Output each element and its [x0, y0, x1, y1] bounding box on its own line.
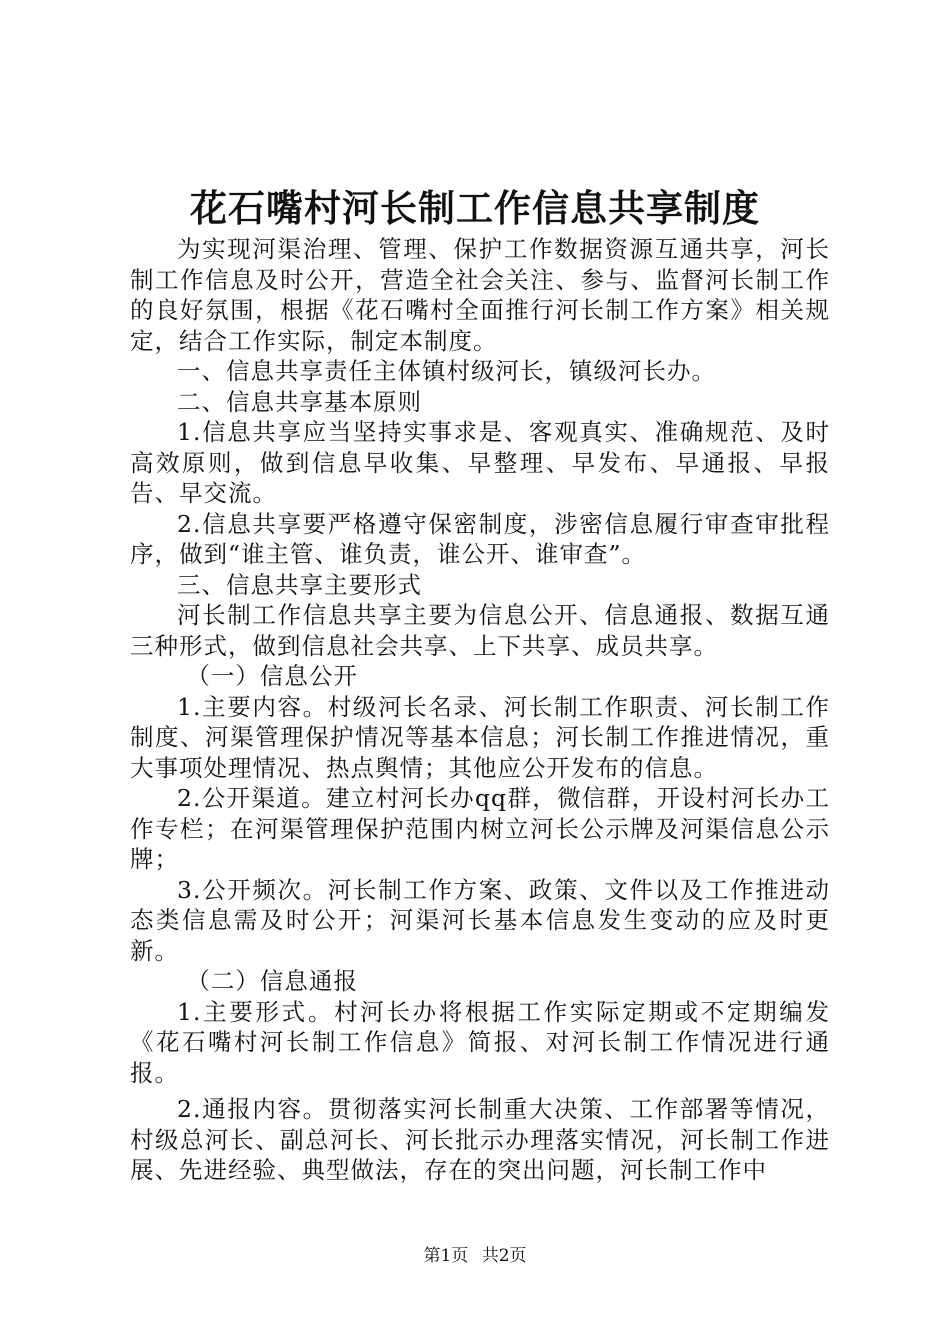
paragraph-intro: 为实现河渠治理、管理、保护工作数据资源互通共享，河长制工作信息及时公开，营造全社会关注、参与、监督河长制工作的良好氛围，根据《花石嘴村全面推行河长制工作方案》相关规定，结合工作实际，制定本制度。: [130, 235, 830, 355]
paragraph-disclosure-frequency: 3.公开频次。河长制工作方案、政策、文件以及工作推进动态类信息需及时公开；河渠河长基本信息发生变动的应及时更新。: [130, 875, 830, 965]
section-heading-3: 三、信息共享主要形式: [177, 570, 422, 599]
paragraph-disclosure-channel: 2.公开渠道。建立村河长办qq群，微信群，开设村河长办工作专栏；在河渠管理保护范围内树立河长公示牌及河渠信息公示牌；: [130, 784, 830, 873]
paragraph-report-form: 1.主要形式。村河长办将根据工作实际定期或不定期编发《花石嘴村河长制工作信息》简报、对河长制工作情况进行通报。: [130, 997, 830, 1087]
page-number: 第1页: [423, 1246, 469, 1266]
subsection-heading-1: （一）信息公开: [186, 662, 358, 690]
paragraph-disclosure-content: 1.主要内容。村级河长名录、河长制工作职责、河长制工作制度、河渠管理保护情况等基本信息；河长制工作推进情况，重大事项处理情况、热点舆情；其他应公开发布的信息。: [130, 692, 830, 782]
document-body: [130, 234, 830, 1186]
paragraph-principle-2: 2.信息共享要严格遵守保密制度，涉密信息履行审查审批程序，做到“谁主管、谁负责，谁公开、谁审查”。: [130, 509, 830, 568]
subsection-heading-2: （二）信息通报: [186, 967, 358, 995]
section-heading-2: 二、信息共享基本原则: [177, 387, 422, 416]
paragraph-forms: 河长制工作信息共享主要为信息公开、信息通报、数据互通三种形式，做到信息社会共享、上下共享、成员共享。: [130, 601, 830, 660]
paragraph-report-content: 2.通报内容。贯彻落实河长制重大决策、工作部署等情况，村级总河长、副总河长、河长批示办理落实情况，河长制工作进展、先进经验、典型做法，存在的突出问题，河长制工作中: [130, 1095, 830, 1184]
page-total: 共2页: [481, 1246, 527, 1266]
section-heading-1: 一、信息共享责任主体镇村级河长，镇级河长办。: [177, 357, 716, 385]
paragraph-principle-1: 1.信息共享应当坚持实事求是、客观真实、准确规范、及时高效原则，做到信息早收集、早整理、早发布、早通报、早报告、早交流。: [130, 418, 830, 507]
page-footer: [0, 1244, 950, 1268]
document-title: 花石嘴村河长制工作信息共享制度: [190, 186, 760, 230]
